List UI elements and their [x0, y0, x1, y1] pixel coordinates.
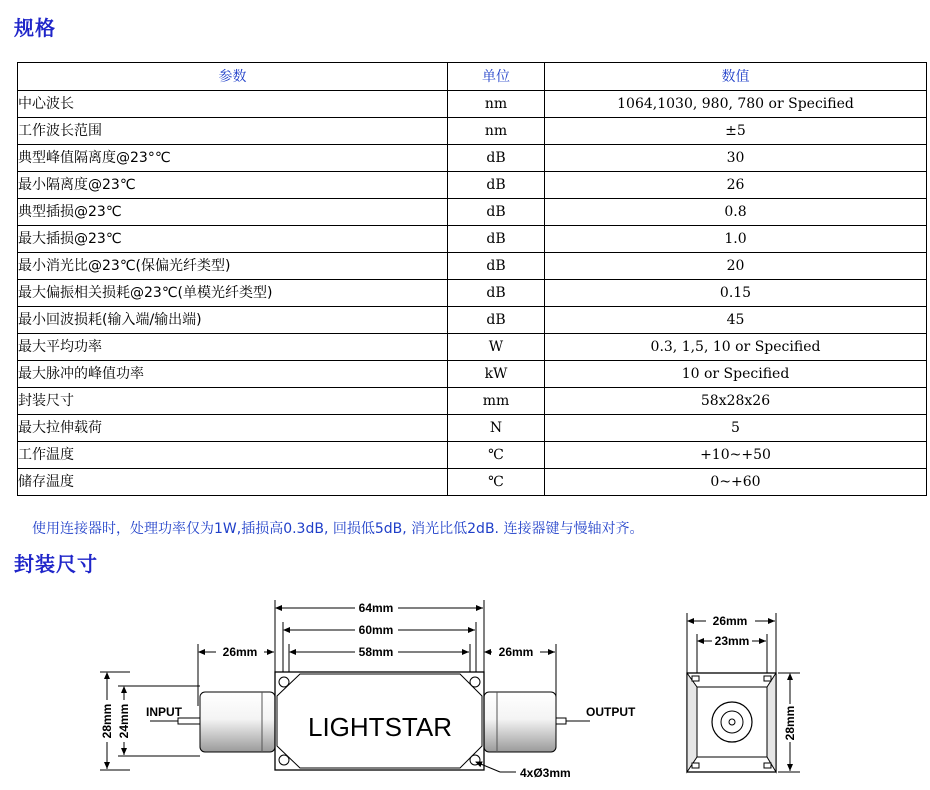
unit-cell: kW	[448, 361, 545, 388]
unit-cell: dB	[448, 226, 545, 253]
table-row	[18, 334, 927, 361]
table-row	[18, 415, 927, 442]
value-cell: 0.8	[545, 199, 927, 226]
param-cell: 最小消光比@23℃(保偏光纤类型)	[18, 253, 448, 280]
value-cell: ±5	[545, 118, 927, 145]
value-cell: 45	[545, 307, 927, 334]
table-row	[18, 361, 927, 388]
input-label: INPUT	[146, 705, 182, 719]
table-row	[18, 145, 927, 172]
unit-cell: nm	[448, 91, 545, 118]
param-cell: 最大脉冲的峰值功率	[18, 361, 448, 388]
table-row	[18, 280, 927, 307]
value-cell: 10 or Specified	[545, 361, 927, 388]
table-row	[18, 388, 927, 415]
brand-label: LIGHTSTAR	[308, 712, 452, 742]
value-cell: 0~+60	[545, 469, 927, 496]
table-row	[18, 307, 927, 334]
table-row	[18, 91, 927, 118]
value-cell: 58x28x26	[545, 388, 927, 415]
value-cell: 0.15	[545, 280, 927, 307]
unit-cell: nm	[448, 118, 545, 145]
dim-64-label: 64mm	[358, 601, 394, 615]
value-cell: +10~+50	[545, 442, 927, 469]
value-cell: 26	[545, 172, 927, 199]
unit-cell: dB	[448, 145, 545, 172]
value-cell: 0.3, 1,5, 10 or Specified	[545, 334, 927, 361]
value-cell: 5	[545, 415, 927, 442]
param-cell: 中心波长	[18, 91, 448, 118]
unit-cell: dB	[448, 253, 545, 280]
param-cell: 最大拉伸载荷	[18, 415, 448, 442]
side-23-label: 23mm	[714, 634, 750, 648]
param-cell: 最大偏振相关损耗@23℃(单模光纤类型)	[18, 280, 448, 307]
param-cell: 工作温度	[18, 442, 448, 469]
unit-cell: dB	[448, 307, 545, 334]
output-label: OUTPUT	[586, 705, 636, 719]
param-cell: 工作波长范围	[18, 118, 448, 145]
unit-cell: mm	[448, 388, 545, 415]
unit-cell: dB	[448, 172, 545, 199]
side-28-label: 28mm	[783, 705, 797, 741]
unit-cell: N	[448, 415, 545, 442]
value-cell: 20	[545, 253, 927, 280]
spec-table	[17, 62, 927, 496]
table-row	[18, 199, 927, 226]
dim-24-left-label: 24mm	[117, 703, 131, 739]
param-cell: 典型峰值隔离度@23°℃	[18, 145, 448, 172]
holes-label: 4xØ3mm	[520, 766, 571, 780]
unit-cell: dB	[448, 280, 545, 307]
param-cell: 储存温度	[18, 469, 448, 496]
spec-heading: 规格	[14, 16, 56, 40]
param-cell: 最大平均功率	[18, 334, 448, 361]
param-cell: 最小回波损耗(输入端/输出端)	[18, 307, 448, 334]
table-row	[18, 118, 927, 145]
header-unit: 单位	[448, 63, 545, 91]
dim-26-right-label: 26mm	[498, 645, 534, 659]
table-row	[18, 226, 927, 253]
param-cell: 最大插损@23℃	[18, 226, 448, 253]
connector-note: 使用连接器时，处理功率仅为1W,插损高0.3dB, 回损低5dB, 消光比低2dB. 连接器键与慢轴对齐。	[32, 521, 644, 537]
table-header-row	[18, 63, 927, 91]
unit-cell: ℃	[448, 469, 545, 496]
param-cell: 典型插损@23℃	[18, 199, 448, 226]
package-heading: 封装尺寸	[14, 552, 98, 576]
param-cell: 最小隔离度@23℃	[18, 172, 448, 199]
table-row	[18, 253, 927, 280]
header-param: 参数	[18, 63, 448, 91]
dim-26-left-label: 26mm	[222, 645, 258, 659]
side-26-label: 26mm	[712, 614, 748, 628]
value-cell: 30	[545, 145, 927, 172]
dim-60-label: 60mm	[358, 623, 394, 637]
package-dimension-drawing	[0, 588, 930, 788]
unit-cell: W	[448, 334, 545, 361]
unit-cell: ℃	[448, 442, 545, 469]
param-cell: 封装尺寸	[18, 388, 448, 415]
dim-28-left-label: 28mm	[100, 703, 114, 739]
dim-58-label: 58mm	[358, 645, 394, 659]
table-row	[18, 442, 927, 469]
unit-cell: dB	[448, 199, 545, 226]
header-value: 数值	[545, 63, 927, 91]
value-cell: 1.0	[545, 226, 927, 253]
table-row	[18, 172, 927, 199]
value-cell: 1064,1030, 980, 780 or Specified	[545, 91, 927, 118]
table-row	[18, 469, 927, 496]
